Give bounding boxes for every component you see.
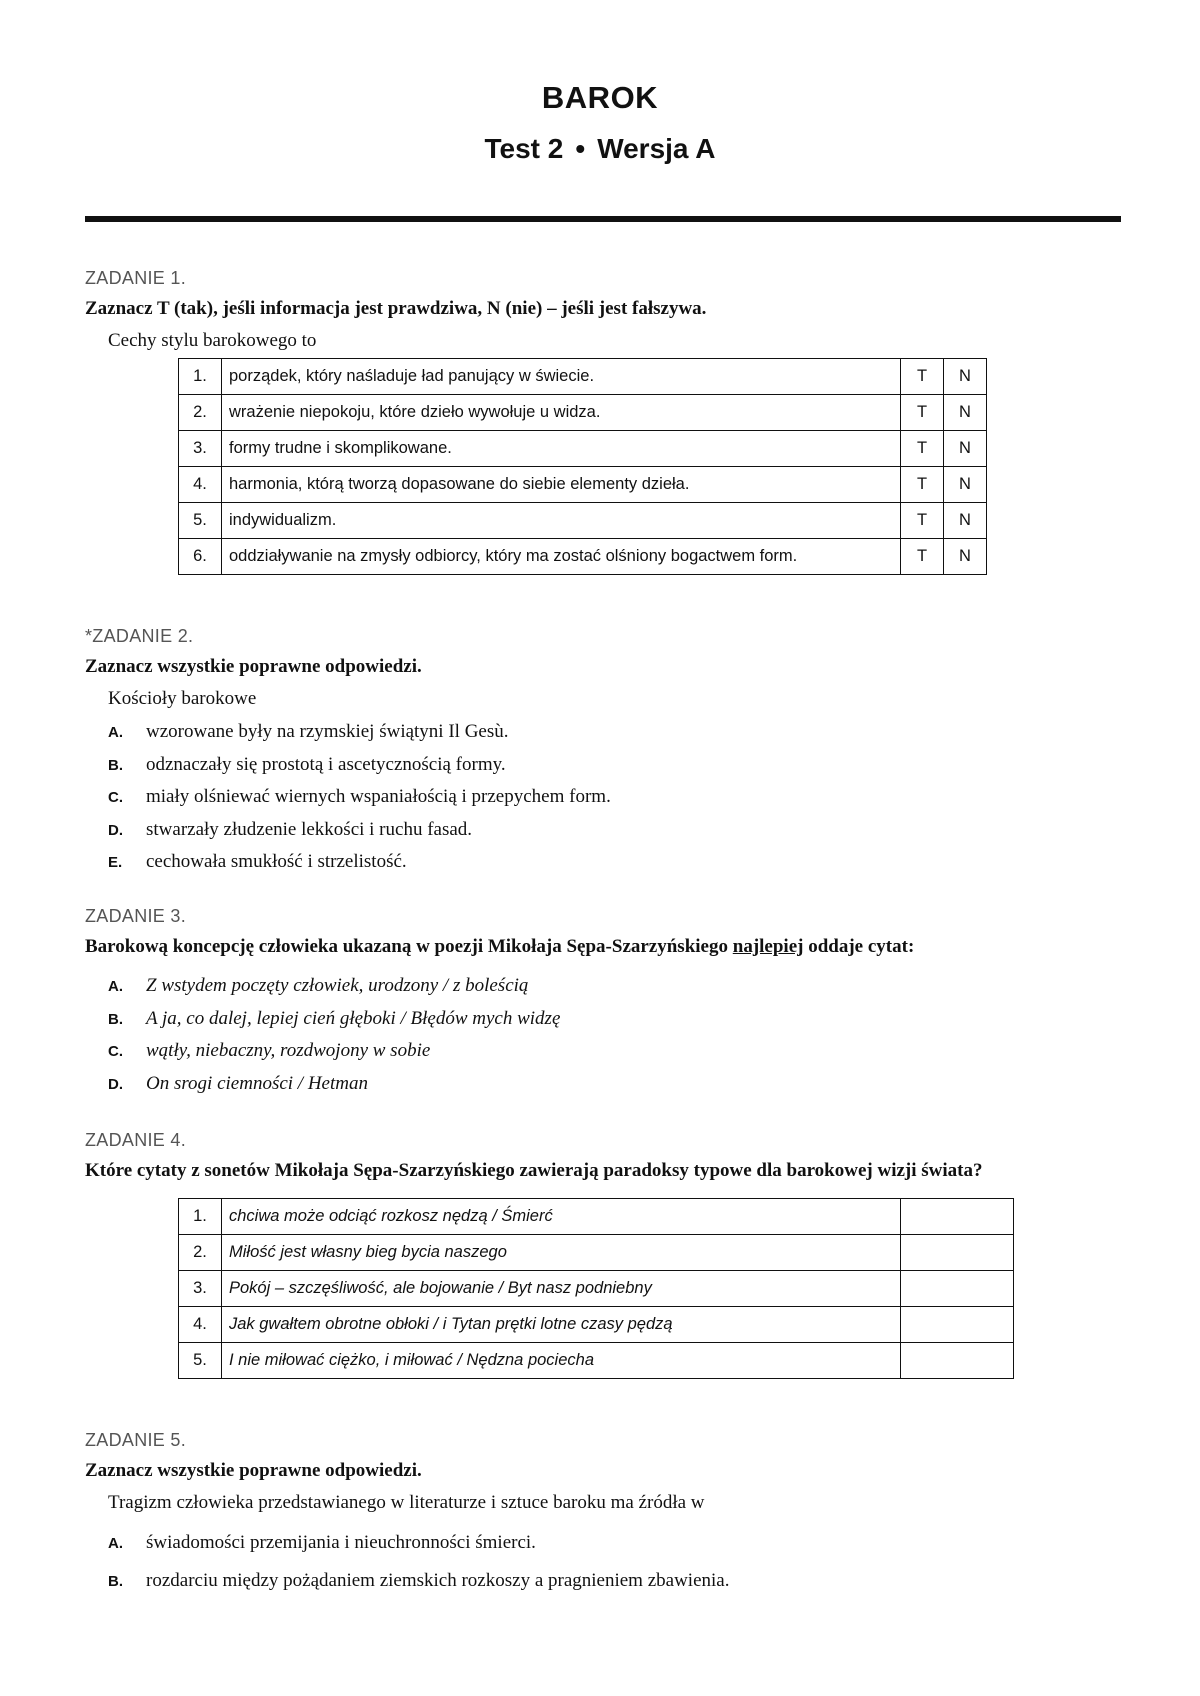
task-5 bbox=[85, 1430, 1125, 1600]
answer-options bbox=[85, 1524, 1125, 1600]
task-2-label: *ZADANIE 2. bbox=[85, 626, 194, 646]
header-rule bbox=[85, 216, 1121, 222]
true-option[interactable]: T bbox=[901, 395, 944, 431]
test-version: Wersja A bbox=[597, 133, 716, 164]
false-option[interactable]: N bbox=[944, 431, 987, 467]
option-text: miały olśniewać wiernych wspaniałością i przepychem form. bbox=[146, 786, 611, 807]
option-text: wzorowane były na rzymskiej świątyni Il Gesù. bbox=[146, 721, 509, 742]
row-number: 1. bbox=[179, 1199, 222, 1235]
task-4 bbox=[85, 1130, 1125, 1379]
false-option[interactable]: N bbox=[944, 359, 987, 395]
option-text: rozdarciu między pożądaniem ziemskich rozkoszy a pragnieniem zbawienia. bbox=[146, 1570, 730, 1591]
answer-cell[interactable] bbox=[901, 1343, 1014, 1379]
quotes-table bbox=[178, 1198, 1014, 1379]
task-5-label: ZADANIE 5. bbox=[85, 1430, 187, 1450]
bullet-separator: • bbox=[575, 133, 586, 164]
task-3-instruction bbox=[85, 932, 1125, 970]
statement-text: oddziaływanie na zmysły odbiorcy, który ma zostać olśniony bogactwem form. bbox=[222, 539, 901, 575]
task-2-intro: Kościoły barokowe bbox=[108, 688, 257, 709]
answer-cell[interactable] bbox=[901, 1199, 1014, 1235]
task-4-label: ZADANIE 4. bbox=[85, 1130, 187, 1150]
task-1-label: ZADANIE 1. bbox=[85, 268, 187, 288]
false-option[interactable]: N bbox=[944, 539, 987, 575]
test-number: Test 2 bbox=[484, 133, 564, 164]
instruction-text: Barokową koncepcję człowieka ukazaną w poezji Mikołaja Sępa-Szarzyńskiego bbox=[85, 936, 733, 957]
task-1 bbox=[85, 268, 1125, 575]
task-3-label: ZADANIE 3. bbox=[85, 906, 187, 926]
statement-text: formy trudne i skomplikowane. bbox=[222, 431, 901, 467]
answer-cell[interactable] bbox=[901, 1235, 1014, 1271]
instruction-emphasis: najlepiej bbox=[732, 936, 804, 957]
table-row bbox=[179, 539, 987, 575]
task-1-intro: Cechy stylu barokowego to bbox=[108, 330, 317, 351]
row-number: 4. bbox=[179, 467, 222, 503]
option-letter: A. bbox=[108, 724, 123, 741]
quote-text: Jak gwałtem obrotne obłoki / i Tytan prętki lotne czasy pędzą bbox=[222, 1307, 901, 1343]
quote-text: Miłość jest własny bieg bycia naszego bbox=[222, 1235, 901, 1271]
test-subtitle bbox=[0, 133, 1200, 165]
answer-options bbox=[85, 970, 1125, 1100]
option-text: Z wstydem poczęty człowiek, urodzony / z boleścią bbox=[146, 975, 529, 996]
option-letter: B. bbox=[108, 1573, 123, 1590]
option-letter: C. bbox=[108, 1043, 123, 1060]
table-row bbox=[179, 1199, 1014, 1235]
answer-option[interactable] bbox=[108, 814, 1125, 847]
task-3 bbox=[85, 906, 1125, 1100]
page-title: BAROK bbox=[541, 80, 659, 115]
true-option[interactable]: T bbox=[901, 539, 944, 575]
answer-option[interactable] bbox=[108, 781, 1125, 814]
option-text: świadomości przemijania i nieuchronności śmierci. bbox=[146, 1532, 536, 1553]
quote-text: Pokój – szczęśliwość, ale bojowanie / Byt nasz podniebny bbox=[222, 1271, 901, 1307]
answer-option[interactable] bbox=[108, 1003, 1125, 1036]
answer-option[interactable] bbox=[108, 970, 1125, 1003]
statement-text: porządek, który naśladuje ład panujący w świecie. bbox=[222, 359, 901, 395]
statement-text: indywidualizm. bbox=[222, 503, 901, 539]
quote-text: I nie miłować ciężko, i miłować / Nędzna pociecha bbox=[222, 1343, 901, 1379]
row-number: 6. bbox=[179, 539, 222, 575]
answer-option[interactable] bbox=[108, 1035, 1125, 1068]
answer-option[interactable] bbox=[108, 846, 1125, 879]
true-option[interactable]: T bbox=[901, 359, 944, 395]
instruction-text-end: oddaje cytat: bbox=[803, 936, 915, 957]
table-row bbox=[179, 1235, 1014, 1271]
option-letter: E. bbox=[108, 854, 123, 871]
task-5-intro: Tragizm człowieka przedstawianego w literaturze i sztuce baroku ma źródła w bbox=[108, 1492, 705, 1513]
option-letter: D. bbox=[108, 1075, 123, 1093]
option-text: stwarzały złudzenie lekkości i ruchu fasad. bbox=[146, 818, 473, 840]
option-letter: D. bbox=[108, 821, 123, 839]
row-number: 2. bbox=[179, 1235, 222, 1271]
option-text: odznaczały się prostotą i ascetycznością formy. bbox=[146, 753, 506, 775]
true-false-table bbox=[178, 358, 987, 575]
statement-text: harmonia, którą tworzą dopasowane do siebie elementy dzieła. bbox=[222, 467, 901, 503]
option-letter: A. bbox=[108, 978, 123, 995]
table-row bbox=[179, 1271, 1014, 1307]
task-5-instruction: Zaznacz wszystkie poprawne odpowiedzi. bbox=[85, 1460, 422, 1481]
answer-option[interactable] bbox=[108, 1524, 1125, 1562]
false-option[interactable]: N bbox=[944, 503, 987, 539]
table-row bbox=[179, 395, 987, 431]
task-1-instruction: Zaznacz T (tak), jeśli informacja jest prawdziwa, N (nie) – jeśli jest fałszywa. bbox=[85, 298, 707, 319]
table-row bbox=[179, 431, 987, 467]
row-number: 1. bbox=[179, 359, 222, 395]
true-option[interactable]: T bbox=[901, 467, 944, 503]
answer-cell[interactable] bbox=[901, 1307, 1014, 1343]
row-number: 5. bbox=[179, 503, 222, 539]
answer-option[interactable] bbox=[108, 749, 1125, 782]
row-number: 3. bbox=[179, 431, 222, 467]
answer-option[interactable] bbox=[108, 1562, 1125, 1600]
answer-option[interactable] bbox=[108, 716, 1125, 749]
false-option[interactable]: N bbox=[944, 467, 987, 503]
task-2-instruction: Zaznacz wszystkie poprawne odpowiedzi. bbox=[85, 656, 422, 677]
answer-options bbox=[85, 716, 1125, 879]
table-row bbox=[179, 503, 987, 539]
option-text: wątły, niebaczny, rozdwojony w sobie bbox=[146, 1040, 431, 1061]
answer-cell[interactable] bbox=[901, 1271, 1014, 1307]
table-row bbox=[179, 359, 987, 395]
true-option[interactable]: T bbox=[901, 503, 944, 539]
table-row bbox=[179, 1343, 1014, 1379]
option-letter: B. bbox=[108, 756, 123, 774]
option-text: On srogi ciemności / Hetman bbox=[146, 1072, 368, 1094]
quote-text: chciwa może odciąć rozkosz nędzą / Śmierć bbox=[222, 1199, 901, 1235]
row-number: 3. bbox=[179, 1271, 222, 1307]
row-number: 4. bbox=[179, 1307, 222, 1343]
task-4-instruction: Które cytaty z sonetów Mikołaja Sępa-Szarzyńskiego zawierają paradoksy typowe dla barokowej wizji świata? bbox=[85, 1160, 983, 1181]
statement-text: wrażenie niepokoju, które dzieło wywołuje u widza. bbox=[222, 395, 901, 431]
table-row bbox=[179, 1307, 1014, 1343]
answer-option[interactable] bbox=[108, 1068, 1125, 1101]
row-number: 5. bbox=[179, 1343, 222, 1379]
option-text: cechowała smukłość i strzelistość. bbox=[146, 851, 407, 872]
false-option[interactable]: N bbox=[944, 395, 987, 431]
option-letter: B. bbox=[108, 1010, 123, 1028]
table-row bbox=[179, 467, 987, 503]
row-number: 2. bbox=[179, 395, 222, 431]
option-letter: A. bbox=[108, 1535, 123, 1552]
task-2 bbox=[85, 626, 1125, 879]
option-letter: C. bbox=[108, 789, 123, 806]
true-option[interactable]: T bbox=[901, 431, 944, 467]
option-text: A ja, co dalej, lepiej cień głęboki / Błędów mych widzę bbox=[146, 1007, 561, 1029]
